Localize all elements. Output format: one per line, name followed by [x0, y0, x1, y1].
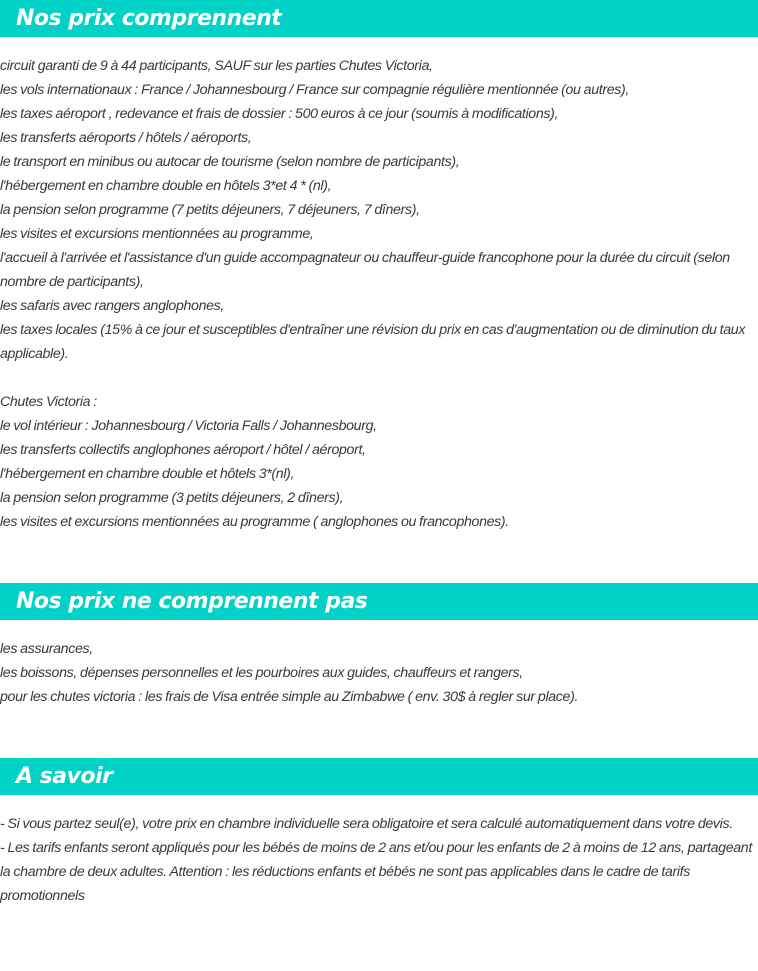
section-text-good-to-know: - Si vous partez seul(e), votre prix en chambre individuelle sera obligatoire et sera calculé automatiquement dans votre devis. - Les tarifs enfants seront appliqués pour les bébés de moins de 2 ans et/ou pour les enfants de 2 à moins de 12 ans, partageant la chambre de deux adultes. Attention : les réductions enfants et bébés ne sont pas applicables dans le cadre de tarifs promotionnels: [0, 816, 752, 904]
section-not-included: [0, 583, 758, 705]
section-header-not-included: [0, 583, 758, 620]
section-good-to-know: [0, 758, 758, 904]
section-text-included: circuit garanti de 9 à 44 participants, SAUF sur les parties Chutes Victoria, les vols internationaux : France / Johannesbourg / France sur compagnie régulière mentionnée (ou autres), les taxes aéroport , redevance et frais de dossier : 500 euros à ce jour (soumis à modifications), les transferts aéroports / hôtels / aéroports, le transport en minibus ou autocar de tourisme (selon nombre de participants), l'hébergement en chambre double en hôtels 3*et 4 * (nl), la pension selon programme (7 petits déjeuners, 7 déjeuners, 7 dîners), les visites et excursions mentionnées au programme, l'accueil à l'arrivée et l'assistance d'un guide accompagnateur ou chauffeur-guide francophone pour la durée du circuit (selon nombre de participants), les safaris avec rangers anglophones, les taxes locales (15% à ce jour et susceptibles d'entraîner une révision du prix en cas d'augmentation ou de diminution du taux applicable). Chutes Victoria : le vol intérieur : Johannesbourg / Victoria Falls / Johannesbourg, les transferts collectifs anglophones aéroport / hôtel / aéroport, l'hébergement en chambre double et hôtels 3*(nl), la pension selon programme (3 petits déjeuners, 2 dîners), les visites et excursions mentionnées au programme ( anglophones ou francophones).: [0, 58, 746, 530]
section-header-included: [0, 0, 758, 37]
section-title-good-to-know: A savoir: [16, 764, 113, 789]
section-header-good-to-know: [0, 758, 758, 795]
section-title-included: Nos prix comprennent: [16, 6, 282, 31]
section-title-not-included: Nos prix ne comprennent pas: [16, 589, 368, 614]
section-text-not-included: les assurances, les boissons, dépenses personnelles et les pourboires aux guides, chauffeurs et rangers, pour les chutes victoria : les frais de Visa entrée simple au Zimbabwe ( env. 30$ à regler sur place).: [0, 641, 579, 705]
